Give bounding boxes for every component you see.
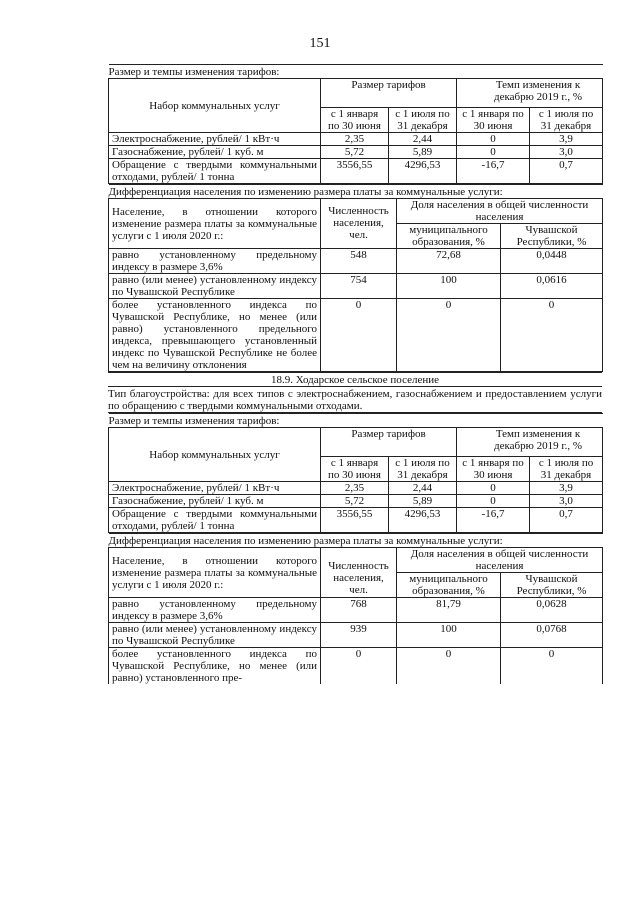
cell-value: 0,0448 [501, 249, 603, 274]
count-header: Численность населения, чел. [321, 548, 397, 598]
table-row [109, 159, 603, 184]
differentiation-caption: Дифференциация населения по изменению размера платы за коммунальные услуги: [109, 185, 603, 199]
cell-value: 939 [321, 623, 397, 648]
cell-value: 0 [457, 133, 530, 146]
cell-value: 5,72 [321, 146, 389, 159]
period2-header: с 1 июля по 31 декабря [530, 108, 603, 133]
period2-header: с 1 июля по 31 декабря [389, 457, 457, 482]
cell-value: 3556,55 [321, 159, 389, 184]
service-name: Электроснабжение, рублей/ 1 кВт·ч [109, 482, 321, 495]
table-row [109, 133, 603, 146]
cell-value: 3556,55 [321, 508, 389, 533]
cell-value: 0,0616 [501, 274, 603, 299]
document-body [108, 64, 602, 684]
cell-value: 3,0 [530, 146, 603, 159]
population-table-2 [108, 533, 603, 684]
service-name: Газоснабжение, рублей/ 1 куб. м [109, 495, 321, 508]
improvement-type: Тип благоустройства: для всех типов с электроснабжением, газоснабжением и предоставлением услуги по обращению с твердыми коммунальными отходами. [108, 388, 602, 412]
cell-value: 548 [321, 249, 397, 274]
tariffs-caption: Размер и темпы изменения тарифов: [109, 65, 603, 79]
category-label: равно установленному предельному индексу в размере 3,6% [109, 598, 321, 623]
period1-header: с 1 января по 30 июня [321, 108, 389, 133]
table-row [109, 299, 603, 372]
tariff-size-header: Размер тарифов [321, 428, 457, 457]
cell-value: 3,0 [530, 495, 603, 508]
category-label: равно (или менее) установленному индексу по Чувашской Республике [109, 623, 321, 648]
table-row [109, 598, 603, 623]
cell-value: 0,0768 [501, 623, 603, 648]
cell-value: 0 [397, 648, 501, 685]
municipal-header: муниципального образования, % [397, 224, 501, 249]
cell-value: 100 [397, 274, 501, 299]
cell-value: 5,72 [321, 495, 389, 508]
table-row [109, 495, 603, 508]
services-header: Набор коммунальных услуг [109, 428, 321, 482]
cell-value: 0 [321, 299, 397, 372]
tariffs-table-1 [108, 64, 603, 184]
period1-header: с 1 января по 30 июня [457, 108, 530, 133]
population-header: Население, в отношении которого изменение размера платы за коммунальные услуги с 1 июля 2020 г.: [109, 199, 321, 249]
cell-value: 0,7 [530, 508, 603, 533]
cell-value: 0 [397, 299, 501, 372]
cell-value: 3,9 [530, 133, 603, 146]
population-header: Население, в отношении которого изменение размера платы за коммунальные услуги с 1 июля 2020 г.: [109, 548, 321, 598]
table-row [109, 648, 603, 685]
cell-value: 81,79 [397, 598, 501, 623]
cell-value: 4296,53 [389, 508, 457, 533]
service-name: Электроснабжение, рублей/ 1 кВт·ч [109, 133, 321, 146]
municipal-header: муниципального образования, % [397, 573, 501, 598]
service-name: Обращение с твердыми коммунальными отходами, рублей/ 1 тонна [109, 508, 321, 533]
category-label: более установленного индекса по Чувашской Республике, но менее (или равно) установленного предельного индекса, превышающего установленный индекс по Чувашской Республике не более чем на величину отклонения [109, 299, 321, 372]
cell-value: 0,0628 [501, 598, 603, 623]
cell-value: 2,44 [389, 133, 457, 146]
cell-value: -16,7 [457, 159, 530, 184]
cell-value: 0 [321, 648, 397, 685]
cell-value: 2,35 [321, 482, 389, 495]
cell-value: 5,89 [389, 495, 457, 508]
change-rate-header: Темп изменения к декабрю 2019 г., % [457, 428, 603, 457]
period1-header: с 1 января по 30 июня [457, 457, 530, 482]
republic-header: Чувашской Республики, % [501, 224, 603, 249]
service-name: Обращение с твердыми коммунальными отходами, рублей/ 1 тонна [109, 159, 321, 184]
cell-value: 2,35 [321, 133, 389, 146]
service-name: Газоснабжение, рублей/ 1 куб. м [109, 146, 321, 159]
cell-value: -16,7 [457, 508, 530, 533]
cell-value: 0 [501, 648, 603, 685]
table-row [109, 623, 603, 648]
cell-value: 0 [457, 482, 530, 495]
table-row [109, 249, 603, 274]
tariff-size-header: Размер тарифов [321, 79, 457, 108]
cell-value: 0 [457, 146, 530, 159]
category-label: более установленного индекса по Чувашской Республике, но менее (или равно) установленного пре- [109, 648, 321, 685]
share-header: Доля населения в общей численности населения [397, 548, 603, 573]
table-row [109, 482, 603, 495]
page-number: 151 [309, 36, 331, 51]
cell-value: 0 [457, 495, 530, 508]
cell-value: 0,7 [530, 159, 603, 184]
tariffs-caption: Размер и темпы изменения тарифов: [109, 414, 603, 428]
cell-value: 0 [501, 299, 603, 372]
category-label: равно установленному предельному индексу в размере 3,6% [109, 249, 321, 274]
period1-header: с 1 января по 30 июня [321, 457, 389, 482]
cell-value: 768 [321, 598, 397, 623]
cell-value: 754 [321, 274, 397, 299]
cell-value: 72,68 [397, 249, 501, 274]
population-table-1 [108, 184, 603, 372]
table-row [109, 508, 603, 533]
cell-value: 5,89 [389, 146, 457, 159]
share-header: Доля населения в общей численности населения [397, 199, 603, 224]
cell-value: 100 [397, 623, 501, 648]
differentiation-caption: Дифференциация населения по изменению размера платы за коммунальные услуги: [109, 534, 603, 548]
section-block [108, 372, 602, 413]
services-header: Набор коммунальных услуг [109, 79, 321, 133]
period2-header: с 1 июля по 31 декабря [530, 457, 603, 482]
tariffs-table-2 [108, 413, 603, 533]
category-label: равно (или менее) установленному индексу по Чувашской Республике [109, 274, 321, 299]
cell-value: 3,9 [530, 482, 603, 495]
table-row [109, 274, 603, 299]
period2-header: с 1 июля по 31 декабря [389, 108, 457, 133]
cell-value: 4296,53 [389, 159, 457, 184]
section-title: 18.9. Ходарское сельское поселение [108, 373, 602, 387]
republic-header: Чувашской Республики, % [501, 573, 603, 598]
change-rate-header: Темп изменения к декабрю 2019 г., % [457, 79, 603, 108]
cell-value: 2,44 [389, 482, 457, 495]
table-row [109, 146, 603, 159]
count-header: Численность населения, чел. [321, 199, 397, 249]
